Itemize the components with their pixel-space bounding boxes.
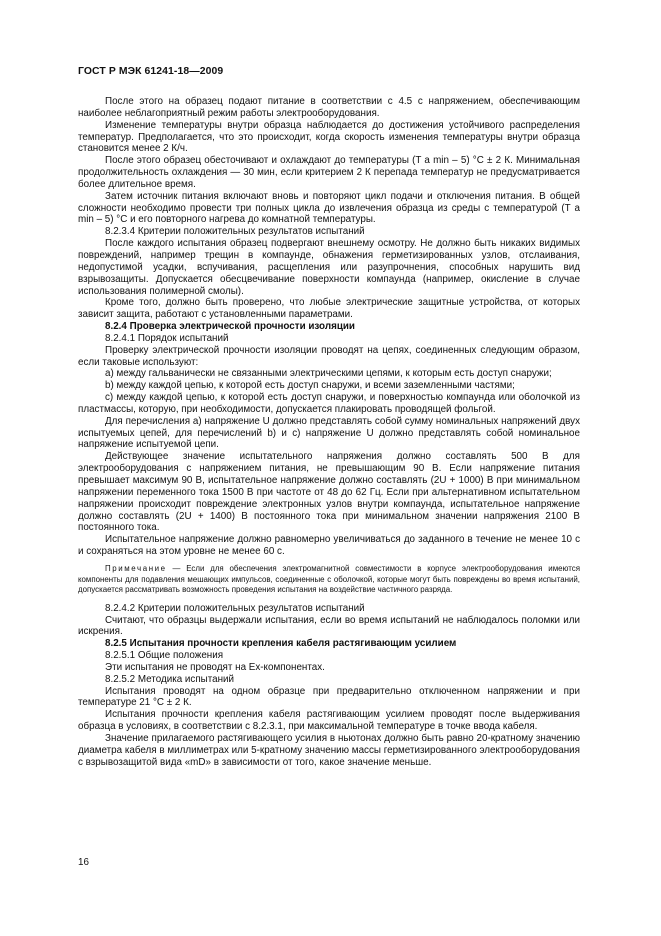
paragraph: Испытательное напряжение должно равномерно увеличиваться до заданного в течение не менее 10 с и сохраняться на этом уровне не менее 60 с. <box>78 534 580 558</box>
paragraph: Проверку электрической прочности изоляции проводят на цепях, соединенных следующим образом, если таковые используют: <box>78 344 580 368</box>
paragraph: Для перечисления а) напряжение U должно представлять собой сумму номинальных напряжений двух испытуемых цепей, для перечислений b) и с) напряжение U должно представлять собой номинальное напряжение испытуемой цепи. <box>78 415 580 451</box>
subsection-title: 8.2.5.2 Методика испытаний <box>105 673 235 685</box>
list-item: a) между гальванически не связанными электрическими цепями, к которым есть доступ снаружи; <box>105 368 552 380</box>
paragraph: Значение прилагаемого растягивающего усилия в ньютонах должно быть равно 20-кратному значению диаметра кабеля в миллиметрах или 5-кратному значению массы герметизированного электрооборудования с взрывозащитой вида «mD» в зависимости от того, какое значение меньше. <box>78 732 580 768</box>
subsection-title: 8.2.4.1 Порядок испытаний <box>105 332 229 344</box>
paragraph: После этого образец обесточивают и охлаждают до температуры (T a min – 5) °С ± 2 К. Минимальная продолжительность охлаждения — 30 мин, если критерием 2 К перепада температур не предусматривается более длительное время. <box>78 155 580 190</box>
paragraph: Испытания проводят на одном образце при предварительно отключенном напряжении и при температуре 21 °С ± 2 К. <box>78 685 580 709</box>
page-number: 16 <box>78 857 89 868</box>
subsection-title: 8.2.5.1 Общие положения <box>105 650 224 662</box>
note-label: Примечание <box>105 563 167 573</box>
paragraph: Кроме того, должно быть проверено, что любые электрические защитные устройства, от которых зависит защита, работают с установленными параметрами. <box>78 297 580 321</box>
section-heading: 8.2.4 Проверка электрической прочности изоляции <box>105 321 355 333</box>
note <box>78 564 580 596</box>
document-body <box>78 96 580 769</box>
paragraph: Испытания прочности крепления кабеля растягивающим усилием проводят после выдерживания образца в условиях, в соответствии с 8.2.3.1, при максимальной температуре в точке ввода кабеля. <box>78 709 580 733</box>
note-text: — Если для обеспечения электромагнитной совместимости в корпусе электрооборудования имеются компоненты для подавления мешающих импульсов, соединенные с оболочкой, которые могут быть повреждены во время испытаний, допускается рассматривать возможность проведения испытания на воздействие частичного разряда. <box>78 563 580 595</box>
paragraph: После этого на образец подают питание в соответствии с 4.5 с напряжением, обеспечивающим наиболее неблагоприятный режим работы электрооборудования. <box>78 96 580 119</box>
paragraph: Затем источник питания включают вновь и повторяют цикл подачи и отключения питания. В общей сложности необходимо провести три полных цикла до извлечения образца из среды с температурой (T a min – 5) °С и его повторного нагрева до комнатной температуры. <box>78 190 580 226</box>
paragraph: Изменение температуры внутри образца наблюдается до достижения устойчивого распределения температур. Предполагается, что это происходит, когда скорость изменения температуры внутри образца становится менее 2 К/ч. <box>78 119 580 155</box>
list-item: b) между каждой цепью, к которой есть доступ снаружи, и всеми заземленными частями; <box>105 380 515 392</box>
paragraph: Считают, что образцы выдержали испытания, если во время испытаний не наблюдалось поломки или искрения. <box>78 614 580 638</box>
paragraph: После каждого испытания образец подвергают внешнему осмотру. Не должно быть никаких видимых повреждений, например трещин в компаунде, обнажения герметизированных узлов, отслаивания, недопустимой усадки, вспучивания, расщепления или разупрочнения, способных нарушить вид взрывозащиты. Допускается обесцвечивание поверхности компаунда (например, окисление в случае использования полимерной смолы). <box>78 238 580 297</box>
section-heading: 8.2.5 Испытания прочности крепления кабеля растягивающим усилием <box>105 638 457 650</box>
list-item: c) между каждой цепью, к которой есть доступ снаружи, и поверхностью компаунда или оболочкой из пластмассы, которую, при необходимости, допускается плакировать проводящей фольгой. <box>78 392 580 415</box>
paragraph: Эти испытания не проводят на Ex-компонентах. <box>105 661 325 673</box>
paragraph: Действующее значение испытательного напряжения должно составлять 500 В для электрооборудования с напряжением питания, не превышающим 90 В. Если напряжение питания превышает максимум 90 В, испытательное напряжение должно составлять (2U + 1000) В при минимальном напряжении переменного тока 1500 В при частоте от 48 до 62 Гц. Если при альтернативном испытательном напряжении происходит повреждение электронных узлов внутри компаунда, испытательное напряжение должно составлять (2U + 1400) В постоянного тока при минимальном значении напряжения 2100 В постоянного тока. <box>78 451 580 534</box>
subsection-title: 8.2.4.2 Критерии положительных результатов испытаний <box>105 602 365 614</box>
document-header: ГОСТ Р МЭК 61241-18—2009 <box>78 66 224 77</box>
subsection-title: 8.2.3.4 Критерии положительных результатов испытаний <box>105 226 365 238</box>
